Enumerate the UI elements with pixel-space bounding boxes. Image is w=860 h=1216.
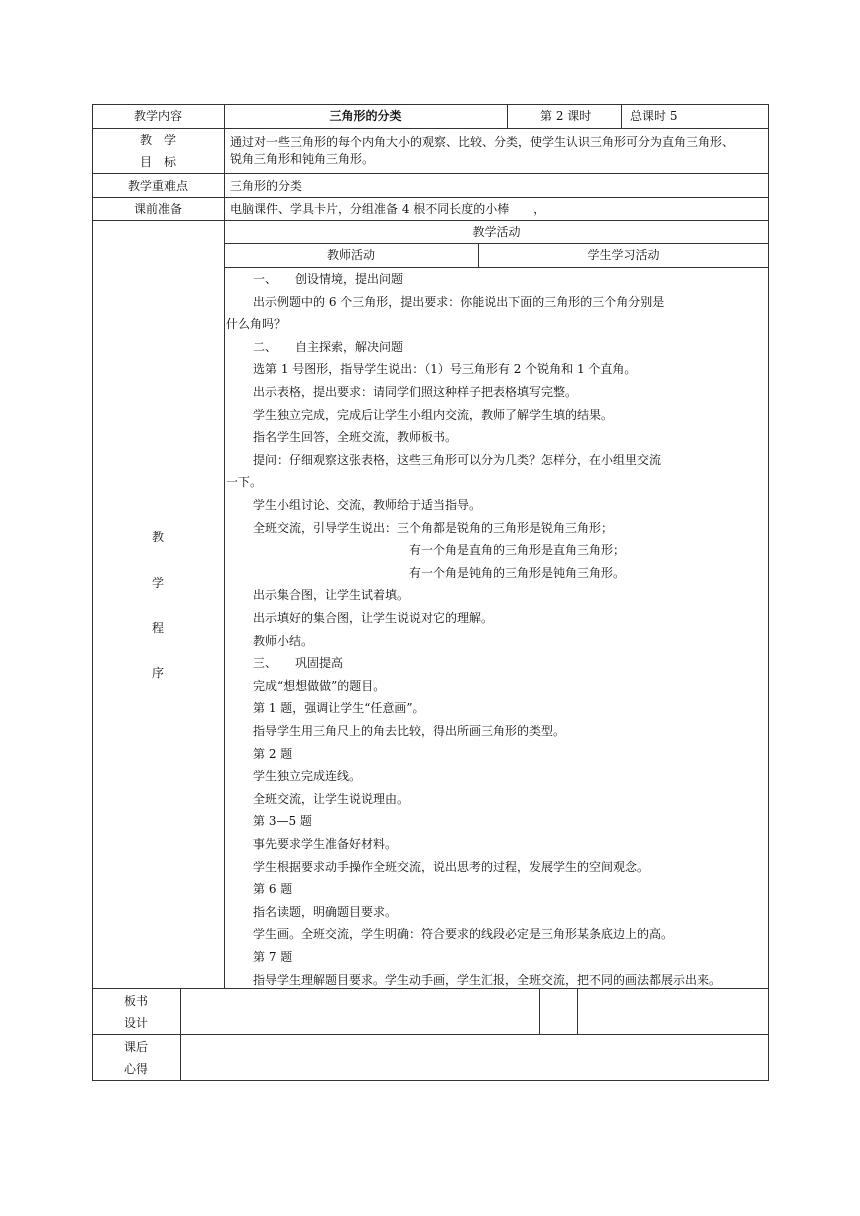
preparation-text: 电脑课件、学具卡片，分组准备 4 根不同长度的小棒 ， — [230, 202, 546, 216]
content-label: 教学内容 — [133, 109, 182, 123]
table-border — [621, 104, 622, 128]
reflection-label: 心得 — [123, 1062, 148, 1076]
procedure-label-char: 教 — [151, 530, 164, 544]
procedure-line: 三、 巩固提高 — [253, 656, 344, 671]
table-border — [92, 173, 769, 174]
procedure-line: 事先要求学生准备好材料。 — [253, 837, 398, 851]
preparation-label: 课前准备 — [133, 202, 182, 216]
procedure-line: 指导学生理解题目要求。学生动手画，学生汇报，全班交流，把不同的画法都展示出来。 — [253, 972, 722, 987]
procedure-line: 提问：仔细观察这张表格，这些三角形可以分为几类？怎样分，在小组里交流 — [253, 452, 662, 467]
procedure-line: 指导学生用三角尺上的角去比较，得出所画三角形的类型。 — [253, 724, 566, 738]
procedure-line: 一、 创设情境，提出问题 — [253, 272, 404, 286]
procedure-line: 出示填好的集合图，让学生说说对它的理解。 — [253, 611, 494, 625]
reflection-label: 课后 — [123, 1040, 148, 1054]
procedure-line: 什么角吗？ — [226, 317, 287, 332]
procedure-label-char: 序 — [151, 666, 164, 680]
table-border — [92, 104, 93, 1081]
procedure-line: 二、 自主探索，解决问题 — [253, 339, 404, 354]
table-border — [180, 988, 181, 1080]
procedure-line: 学生小组讨论、交流，教师给于适当指导。 — [253, 498, 482, 512]
difficulty-label: 教学重难点 — [127, 179, 188, 193]
table-border — [224, 243, 769, 244]
goals-label: 教 学 — [139, 133, 176, 147]
procedure-line: 第 2 题 — [253, 746, 293, 761]
procedure-line: 出示集合图，让学生试着填。 — [253, 588, 410, 603]
student-activity-header: 学生学习活动 — [587, 248, 660, 262]
table-border — [92, 988, 769, 989]
procedure-line: 第 3—5 题 — [253, 814, 312, 829]
board-label: 板书 — [123, 994, 148, 1008]
goals-text: 锐角三角形和钝角三角形。 — [230, 152, 375, 166]
procedure-line: 教师小结。 — [253, 633, 314, 648]
procedure-line: 学生画。全班交流，学生明确：符合要求的线段必定是三角形某条底边上的高。 — [253, 927, 674, 942]
table-border — [92, 1034, 769, 1035]
procedure-line: 出示表格，提出要求：请同学们照这种样子把表格填写完整。 — [253, 385, 578, 399]
procedure-line: 全班交流，让学生说说理由。 — [253, 791, 410, 806]
total-lessons: 总课时 5 — [630, 109, 678, 123]
teacher-activity-header: 教师活动 — [326, 248, 375, 262]
procedure-line: 选第 1 号图形，指导学生说出：（1）号三角形有 2 个锐角和 1 个直角。 — [253, 362, 637, 377]
table-border — [577, 988, 578, 1034]
table-border — [92, 104, 769, 105]
procedure-line: 全班交流，引导学生说出：三个角都是锐角的三角形是锐角三角形； — [253, 520, 614, 535]
procedure-line: 有一个角是钝角的三角形是钝角三角形。 — [409, 565, 626, 580]
table-border — [92, 220, 769, 221]
lesson-title: 三角形的分类 — [329, 109, 402, 123]
procedure-line: 学生独立完成，完成后让学生小组内交流，教师了解学生填的结果。 — [253, 407, 614, 422]
board-label: 设计 — [123, 1016, 148, 1030]
goals-label: 目 标 — [139, 155, 176, 169]
procedure-line: 学生根据要求动手操作全班交流，说出思考的过程，发展学生的空间观念。 — [253, 859, 650, 874]
procedure-label-char: 程 — [151, 621, 164, 635]
table-border — [224, 267, 769, 268]
procedure-line: 第 7 题 — [253, 950, 293, 964]
lesson-number: 第 2 课时 — [540, 109, 592, 123]
procedure-line: 有一个角是直角的三角形是直角三角形； — [409, 543, 626, 558]
procedure-line: 指名读题，明确题目要求。 — [253, 904, 398, 919]
procedure-line: 指名学生回答，全班交流，教师板书。 — [253, 430, 458, 445]
goals-text: 通过对一些三角形的每个内角大小的观察、比较、分类，使学生认识三角形可分为直角三角形、 — [230, 135, 735, 149]
procedure-line: 第 6 题 — [253, 882, 293, 897]
procedure-line: 一下。 — [226, 475, 263, 490]
procedure-label-char: 学 — [151, 576, 164, 590]
activities-label: 教学活动 — [472, 225, 521, 239]
procedure-line: 出示例题中的 6 个三角形，提出要求：你能说出下面的三角形的三个角分别是 — [253, 294, 665, 309]
procedure-line: 学生独立完成连线。 — [253, 769, 362, 784]
procedure-line: 第 1 题，强调让学生“任意画”。 — [253, 701, 425, 716]
difficulty-text: 三角形的分类 — [230, 179, 303, 193]
table-border — [539, 988, 540, 1034]
procedure-line: 完成“想想做做”的题目。 — [253, 678, 386, 693]
table-border — [92, 197, 769, 198]
table-border — [92, 128, 769, 129]
table-border — [507, 104, 508, 128]
table-border — [92, 1080, 769, 1081]
